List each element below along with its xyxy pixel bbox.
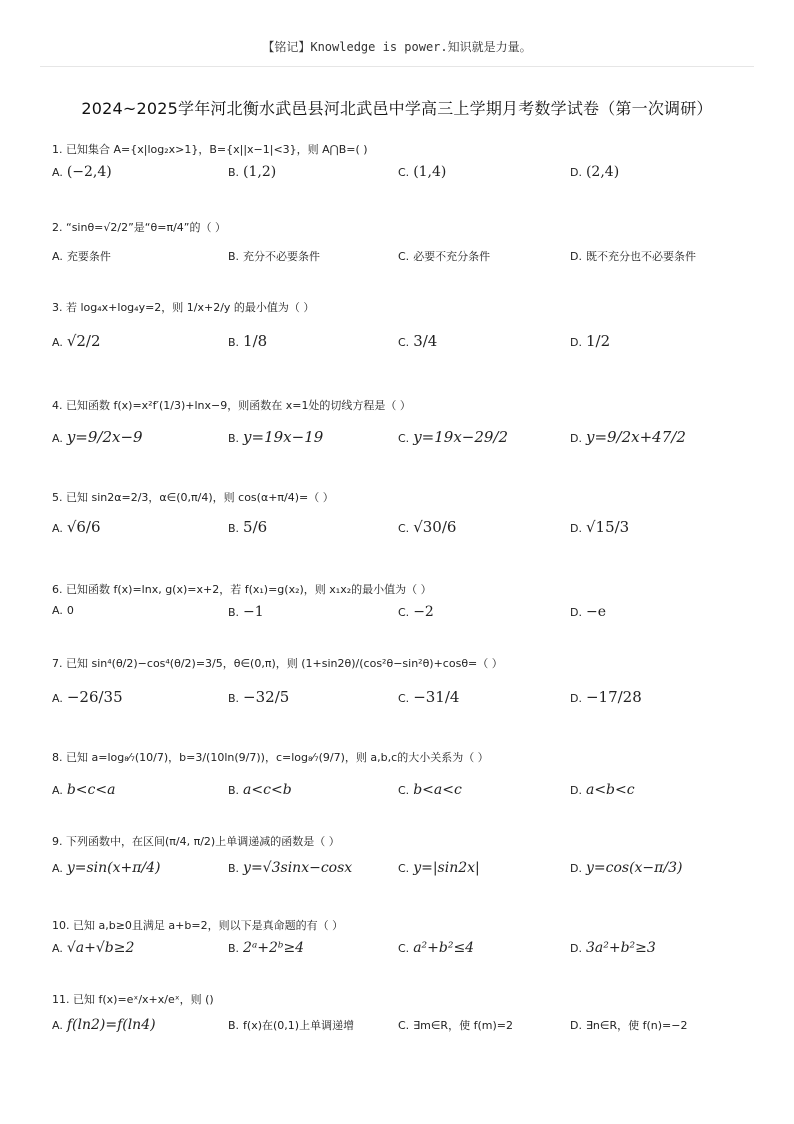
option-c: C. −2 xyxy=(398,604,434,620)
option-b: B. −32/5 xyxy=(228,688,290,706)
question-stem: 5. 已知 sin2α=2/3，α∈(0,π/4)，则 cos(α+π/4)=（ ） xyxy=(52,491,334,504)
option-b: B. a<c<b xyxy=(228,782,292,798)
option-d: D. 既不充分也不必要条件 xyxy=(570,250,696,263)
option-c: C. 必要不充分条件 xyxy=(398,250,491,263)
option-c: C. y=|sin2x| xyxy=(398,860,480,876)
question-10 xyxy=(52,918,752,934)
question-6 xyxy=(52,582,752,598)
question-8 xyxy=(52,750,752,766)
option-c: C. √30/6 xyxy=(398,518,457,536)
option-d: D. y=cos(x−π/3) xyxy=(570,860,683,876)
option-c: C. 3/4 xyxy=(398,332,438,350)
option-a: A. y=9/2x−9 xyxy=(52,428,143,446)
option-d: D. −17/28 xyxy=(570,688,642,706)
question-1 xyxy=(52,142,752,158)
option-d: D. y=9/2x+47/2 xyxy=(570,428,686,446)
question-11 xyxy=(52,992,752,1008)
option-a: A. b<c<a xyxy=(52,782,116,798)
option-a: A. (−2,4) xyxy=(52,164,112,180)
question-stem: 6. 已知函数 f(x)=lnx, g(x)=x+2，若 f(x₁)=g(x₂)，则 x₁x₂的最小值为（ ） xyxy=(52,583,432,596)
question-stem: 2. “sinθ=√2/2”是“θ=π/4”的（ ） xyxy=(52,221,226,234)
option-b: B. −1 xyxy=(228,604,264,620)
option-c: C. ∃m∈R，使 f(m)=2 xyxy=(398,1019,513,1032)
option-b: B. 充分不必要条件 xyxy=(228,250,321,263)
question-stem: 4. 已知函数 f(x)=x²f′(1/3)+lnx−9，则函数在 x=1处的切线方程是（ ） xyxy=(52,399,411,412)
option-d: D. (2,4) xyxy=(570,164,620,180)
question-stem: 9. 下列函数中，在区间(π/4, π/2)上单调递减的函数是（ ） xyxy=(52,835,340,848)
option-c: C. b<a<c xyxy=(398,782,462,798)
option-d: D. 1/2 xyxy=(570,332,611,350)
option-d: D. √15/3 xyxy=(570,518,630,536)
option-d: D. a<b<c xyxy=(570,782,635,798)
option-d: D. ∃n∈R，使 f(n)=−2 xyxy=(570,1019,688,1032)
option-b: B. y=19x−19 xyxy=(228,428,324,446)
question-7 xyxy=(52,656,752,672)
option-b: B. y=√3sinx−cosx xyxy=(228,860,353,876)
question-5 xyxy=(52,490,752,506)
question-3 xyxy=(52,300,752,316)
option-b: B. 2ᵃ+2ᵇ≥4 xyxy=(228,940,305,956)
option-a: A. −26/35 xyxy=(52,688,123,706)
question-4 xyxy=(52,398,752,414)
question-stem: 3. 若 log₄x+log₄y=2，则 1/x+2/y 的最小值为（ ） xyxy=(52,301,315,314)
option-a: A. y=sin(x+π/4) xyxy=(52,860,161,876)
option-b: B. 1/8 xyxy=(228,332,268,350)
question-2 xyxy=(52,220,752,236)
exam-title: 2024~2025学年河北衡水武邑县河北武邑中学高三上学期月考数学试卷（第一次调研） xyxy=(81,99,713,118)
option-c: C. −31/4 xyxy=(398,688,460,706)
question-stem: 10. 已知 a,b≥0且满足 a+b=2，则以下是真命题的有（ ） xyxy=(52,919,344,932)
question-9 xyxy=(52,834,752,850)
option-a: A. √2/2 xyxy=(52,332,101,350)
option-a: A. 0 xyxy=(52,604,74,617)
option-c: C. (1,4) xyxy=(398,164,447,180)
question-stem: 8. 已知 a=log₈⁄₇(10/7)，b=3/(10ln(9/7))，c=log₈⁄₇(9/7)，则 a,b,c的大小关系为（ ） xyxy=(52,751,489,764)
question-stem: 7. 已知 sin⁴(θ/2)−cos⁴(θ/2)=3/5，θ∈(0,π)，则 (1+sin2θ)/(cos²θ−sin²θ)+cosθ=（ ） xyxy=(52,657,503,670)
option-b: B. (1,2) xyxy=(228,164,277,180)
option-b: B. 5/6 xyxy=(228,518,268,536)
page-header: 【铭记】Knowledge is power.知识就是力量。 xyxy=(262,40,532,54)
option-c: C. y=19x−29/2 xyxy=(398,428,509,446)
header-divider xyxy=(40,66,754,67)
option-b: B. f(x)在(0,1)上单调递增 xyxy=(228,1019,355,1032)
option-a: A. √6/6 xyxy=(52,518,101,536)
option-a: A. √a+√b≥2 xyxy=(52,940,135,956)
option-a: A. 充要条件 xyxy=(52,250,111,263)
option-d: D. −e xyxy=(570,604,606,620)
question-stem: 11. 已知 f(x)=eˣ/x+x/eˣ，则 () xyxy=(52,993,214,1006)
question-stem: 1. 已知集合 A={x|log₂x>1}，B={x||x−1|<3}，则 A⋂B=( ) xyxy=(52,143,368,156)
option-c: C. a²+b²≤4 xyxy=(398,940,475,956)
option-a: A. f(ln2)=f(ln4) xyxy=(52,1017,156,1033)
option-d: D. 3a²+b²≥3 xyxy=(570,940,656,956)
